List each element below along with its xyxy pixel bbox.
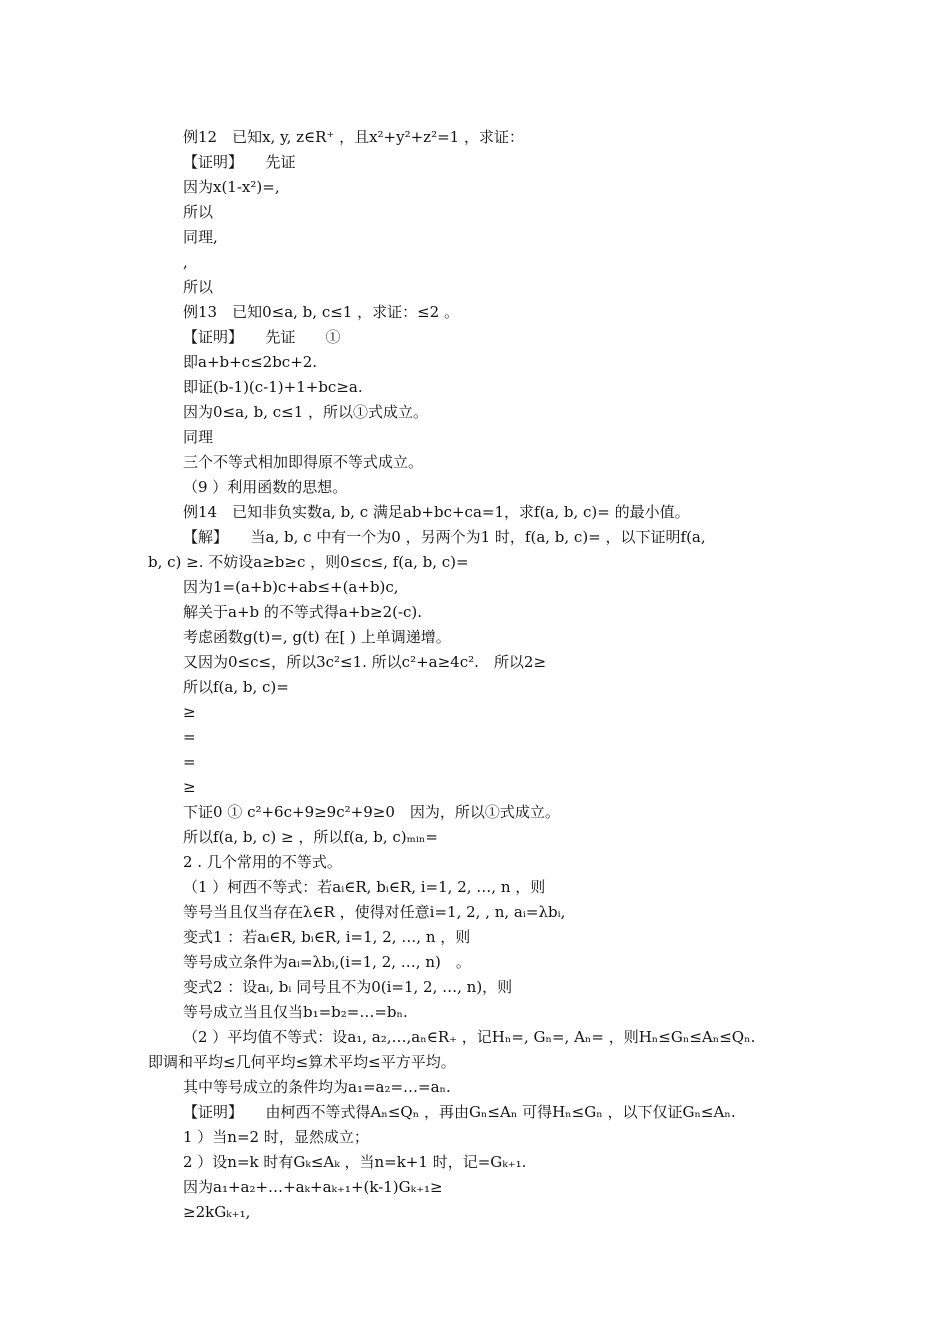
text-line: 2 ）设n=k 时有Gₖ≤Aₖ ，当n=k+1 时，记=Gₖ₊₁.	[183, 1153, 527, 1171]
proof-label: 【证明】 先证 ①	[183, 328, 341, 346]
text-line: 1 ）当n=2 时，显然成立；	[183, 1128, 369, 1146]
text-line: 又因为0≤c≤，所以3c²≤1. 所以c²+a≥4c². 所以2≥	[183, 653, 547, 671]
text-line: 因为1=(a+b)c+ab≤+(a+b)c,	[183, 578, 399, 596]
text-line: ≥	[183, 703, 196, 721]
text-line: 等号成立条件为aᵢ=λbᵢ,(i=1, 2, …, n) 。	[183, 953, 471, 971]
variant-1-line: 变式1 ：若aᵢ∈R, bᵢ∈R, i=1, 2, …, n ，则	[183, 928, 471, 946]
text-line: 即调和平均≤几何平均≤算术平均≤平方平均。	[148, 1053, 456, 1071]
text-line: 等号成立当且仅当b₁=b₂=…=bₙ.	[183, 1003, 408, 1021]
variant-2-line: 变式2 ：设aᵢ, bᵢ 同号且不为0(i=1, 2, …, n)，则	[183, 978, 513, 996]
text-line: 等号当且仅当存在λ∈R ，使得对任意i=1, 2, , n, aᵢ=λbᵢ,	[183, 903, 566, 921]
proof-label: 【证明】 先证	[183, 153, 296, 171]
text-line: b, c) ≥. 不妨设a≥b≥c ，则0≤c≤, f(a, b, c)=	[148, 553, 469, 571]
section-heading-2: 2 . 几个常用的不等式。	[183, 853, 342, 871]
text-line: 因为x(1-x²)=,	[183, 178, 280, 196]
solution-label: 【解】 当a, b, c 中有一个为0 ，另两个为1 时，f(a, b, c)= ，以下证明f(a,	[183, 528, 706, 546]
text-line: 所以f(a, b, c)=	[183, 678, 289, 696]
example-13-statement: 例13 已知0≤a, b, c≤1 ，求证：≤2 。	[183, 303, 459, 321]
text-line: 所以	[183, 278, 214, 296]
text-line: 下证0 ① c²+6c+9≥9c²+9≥0 因为，所以①式成立。	[183, 803, 560, 821]
text-line: ≥	[183, 778, 196, 796]
text-line: =	[183, 753, 196, 771]
text-line: 解关于a+b 的不等式得a+b≥2(-c).	[183, 603, 423, 621]
text-line: ,	[183, 253, 188, 271]
text-line: 考虑函数g(t)=, g(t) 在[ ) 上单调递增。	[183, 628, 451, 646]
text-line: ≥2kGₖ₊₁,	[183, 1203, 251, 1221]
mean-inequality-line: （2 ）平均值不等式：设a₁, a₂,…,aₙ∈R₊ ，记Hₙ=, Gₙ=, Aₙ= ，则Hₙ≤Gₙ≤Aₙ≤Qₙ.	[183, 1028, 756, 1046]
example-14-statement: 例14 已知非负实数a, b, c 满足ab+bc+ca=1，求f(a, b, c)= 的最小值。	[183, 503, 690, 521]
text-line: =	[183, 728, 196, 746]
text-line: 即a+b+c≤2bc+2.	[183, 353, 318, 371]
text-line: 同理,	[183, 228, 218, 246]
cauchy-inequality-line: （1 ）柯西不等式：若aᵢ∈R, bᵢ∈R, i=1, 2, …, n ，则	[183, 878, 546, 896]
text-line: 因为0≤a, b, c≤1 ，所以①式成立。	[183, 403, 429, 421]
example-12-statement: 例12 已知x, y, z∈R⁺ ，且x²+y²+z²=1 ，求证：	[183, 128, 524, 146]
text-line: 三个不等式相加即得原不等式成立。	[183, 453, 424, 471]
text-line: 其中等号成立的条件均为a₁=a₂=…=aₙ.	[183, 1078, 451, 1096]
text-line: 同理	[183, 428, 214, 446]
text-line: 所以f(a, b, c) ≥ ，所以f(a, b, c)ₘᵢₙ=	[183, 828, 438, 846]
text-line: 因为a₁+a₂+…+aₖ+aₖ₊₁+(k-1)Gₖ₊₁≥	[183, 1178, 443, 1196]
proof-label: 【证明】 由柯西不等式得Aₙ≤Qₙ ，再由Gₙ≤Aₙ 可得Hₙ≤Gₙ ，以下仅证Gₙ≤Aₙ.	[183, 1103, 736, 1121]
text-line: 所以	[183, 203, 214, 221]
section-heading-9: （9 ）利用函数的思想。	[183, 478, 348, 496]
text-line: 即证(b-1)(c-1)+1+bc≥a.	[183, 378, 363, 396]
